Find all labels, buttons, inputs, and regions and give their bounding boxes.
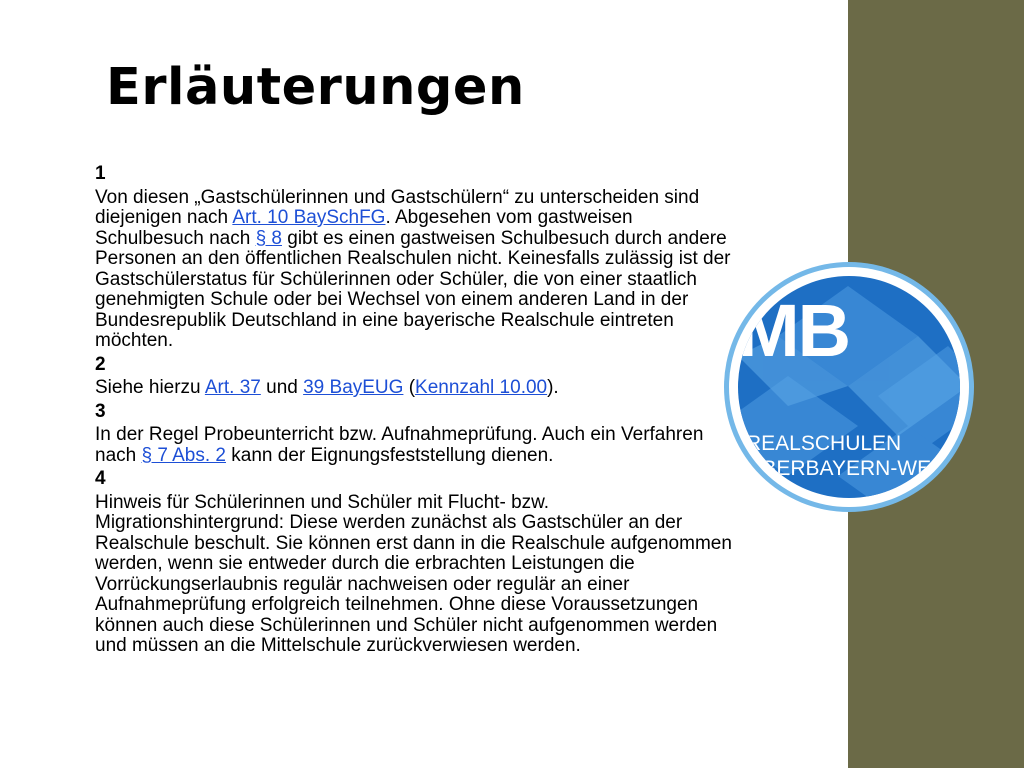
note-text: Von diesen „Gastschülerinnen und Gastschülern“ zu unterscheiden sind diejenigen nach [95, 186, 700, 228]
reference-link[interactable]: Art. 37 [204, 377, 261, 398]
note-text: Siehe hierzu [95, 377, 205, 398]
reference-link[interactable]: Kennzahl 10.00 [415, 377, 548, 398]
note-text: ( [403, 377, 416, 398]
school-logo [724, 262, 974, 512]
logo-ring [729, 267, 969, 507]
note-text: kann der Eignungsfeststellung dienen. [226, 444, 554, 466]
note-text: ). [547, 377, 559, 398]
logo-letters: MB [738, 289, 850, 372]
slide-title: Erläuterungen [106, 58, 525, 117]
note-text: gibt es einen gastweisen Schulbesuch durch andere Personen an den öffentlichen Realschulen nicht. Keinesfalls zulässig ist der Gastschülerstatus für Schülerinnen oder Schüler, die von einer staatlich genehmigten Schule oder bei Wechsel von einem anderen Land in der Bundesrepublik Deutschland in eine bayerische Realschule eintreten möchten. [95, 227, 731, 351]
logo-text-line-2: OBERBAYERN-WEST [746, 457, 958, 480]
reference-link[interactable]: § 8 [255, 227, 282, 249]
note-text: . Abgesehen vom gastweisen Schulbesuch nach [95, 207, 633, 249]
note-paragraph [95, 378, 735, 399]
note-paragraph [95, 188, 735, 352]
reference-link[interactable]: § 7 Abs. 2 [141, 444, 226, 466]
note-paragraph [95, 425, 735, 466]
note-number: 1 [95, 163, 106, 184]
notes-list [95, 164, 735, 660]
note-number: 2 [95, 353, 106, 375]
note-text: und [260, 377, 304, 398]
note-paragraph [95, 493, 735, 657]
logo-text-line-1: REALSCHULEN [746, 432, 902, 455]
note-text: In der Regel Probeunterricht bzw. Aufnahmeprüfung. Auch ein Verfahren nach [95, 424, 704, 466]
reference-link[interactable]: Art. 10 BaySchFG [232, 207, 386, 228]
note-number: 4 [95, 468, 106, 489]
note-text: Hinweis für Schülerinnen und Schüler mit Flucht- bzw. Migrationshintergrund: Diese werden zunächst als Gastschüler an der Realschule beschult. Sie können erst dann in die Realschule aufgenommen werden, wenn sie entweder durch die erbrachten Leistungen die Vorrückungserlaubnis regulär nachweisen oder regulär an einer Aufnahmeprüfung erfolgreich teilnehmen. Ohne diese Voraussetzungen können auch diese Schülerinnen und Schüler nicht aufgenommen werden und müssen an die Mittelschule zurückverwiesen werden. [95, 491, 732, 656]
note-number: 3 [95, 400, 106, 422]
logo-disc [738, 276, 960, 498]
reference-link[interactable]: 39 BayEUG [303, 377, 404, 398]
